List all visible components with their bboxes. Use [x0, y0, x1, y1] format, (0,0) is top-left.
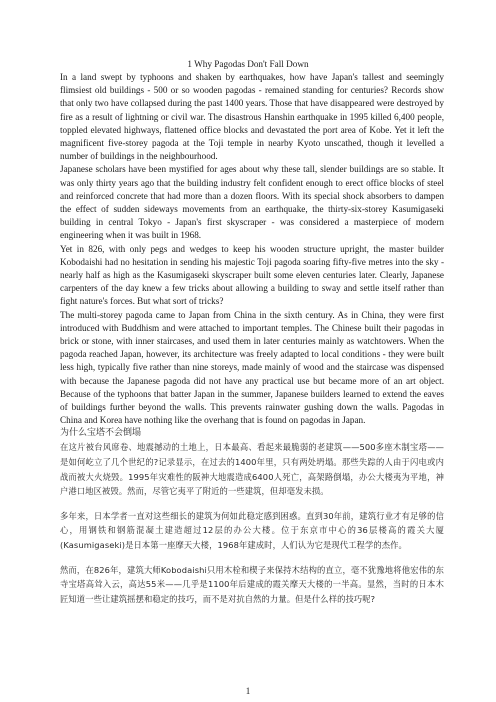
- page-title: 1 Why Pagodas Don't Fall Down: [187, 59, 309, 69]
- paragraph-cn-3: 然而，在826年，建筑大师Kobodaishi只用木栓和楔子来保持木结构的直立，毫不犹豫地将他宏伟的东寺宝塔高耸入云，高达55米——几乎是1100年后建成的霞关摩天大楼的一半高。显然，当时的日本木匠知道一些让建筑摇摆和稳定的技巧，而不是对抗自然的力量。但是什么样的技巧呢?: [60, 564, 444, 604]
- paragraph-en-1: In a land swept by typhoons and shaken by earthquakes, how have Japan's tallest and seemingly flimsiest old buildings - 500 or so wooden pagodas - remained standing for centuries? Records show that only two have collapsed during the past 1400 years. Those that have disappeared were destroyed by fire as a result of lightning or civil war. The disastrous Hanshin earthquake in 1995 killed 6,400 people, toppled elevated highways, flattened office blocks and devastated the port area of Kobe. Yet it left the magnificent five-storey pagoda at the Toji temple in nearby Kyoto unscathed, though it levelled a number of buildings in the neighbourhood.: [60, 72, 444, 162]
- paragraph-en-2: Japanese scholars have been mystified for ages about why these tall, slender buildings are so stable. It was only thirty years ago that the building industry felt confident enough to erect office blocks of steel and reinforced concrete that had more than a dozen floors. With its special shock absorbers to dampen the effect of sudden sideways movements from an earthquake, the thirty-six-storey Kasumigaseki building in central Tokyo - Japan's first skyscraper - was considered a masterpiece of modern engineering when it was built in 1968.: [60, 164, 444, 241]
- page-number: 1: [245, 686, 251, 696]
- chinese-title: 为什么宝塔不会倒塌: [60, 428, 142, 439]
- paragraph-en-3: Yet in 826, with only pegs and wedges to keep his wooden structure upright, the master builder Kobodaishi had no hesitation in sending his majestic Toji pagoda soaring fifty-five metres into the sky - nearly half as high as the Kasumigaseki skyscraper built some eleven centuries later. Clearly, Japanese carpenters of the day knew a few tricks about allowing a building to sway and settle itself rather than fight nature's forces. But what sort of tricks?: [60, 243, 444, 307]
- paragraph-cn-2: 多年来，日本学者一直对这些细长的建筑为何如此稳定感到困惑。直到30年前，建筑行业才有足够的信心，用钢铁和钢筋混凝土建造超过12层的办公大楼。位于东京市中心的36层楼高的霞关大厦(Kasumigaseki)是日本第一座摩天大楼，1968年建成时，人们认为它是现代工程学的杰作。: [60, 510, 444, 551]
- paragraph-cn-1: 在这片被台风席卷、地震撼动的土地上，日本最高、看起来最脆弱的老建筑——500多座木制宝塔——是如何屹立了几个世纪的?记录显示，在过去的1400年里，只有两处坍塌。那些失踪的人由于闪电或内战而被大火烧毁。1995年灾难性的阪神大地震造成6400人死亡，高架路倒塌，办公大楼夷为平地，神户港口地区被毁。然而，尽管它夷平了附近的一些建筑，但却毫发未损。: [60, 442, 444, 497]
- document-body: [60, 71, 444, 606]
- paragraph-en-4: The multi-storey pagoda came to Japan from China in the sixth century. As in China, they were first introduced with Buddhism and were attached to important temples. The Chinese built their pagodas in brick or stone, with inner staircases, and used them in later centuries mainly as watchtowers. When the pagoda reached Japan, however, its architecture was freely adapted to local conditions - they were built less high, typically five rather than nine storeys, made mainly of wood and the staircase was dispensed with because the Japanese pagoda did not have any practical use but became more of an art object. Because of the typhoons that batter Japan in the summer, Japanese builders learned to extend the eaves of buildings further beyond the walls. This prevents rainwater gushing down the walls. Pagodas in China and Korea have nothing like the overhang that is found on pagodas in Japan.: [60, 309, 444, 426]
